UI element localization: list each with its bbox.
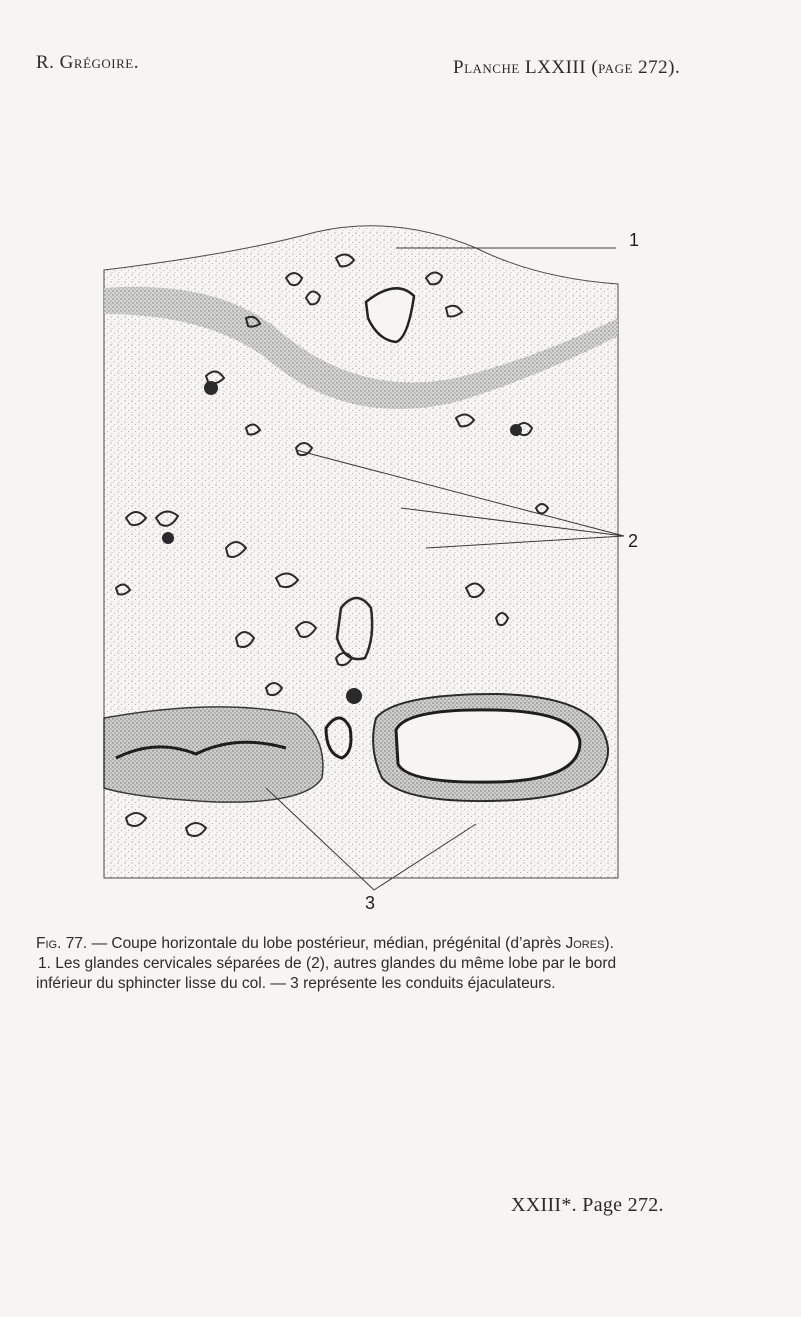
figure-label-1: 1 <box>629 230 640 250</box>
plate-header: Planche LXXIII (page 272). <box>453 57 681 78</box>
fig-prefix: Fig. 77. <box>36 935 88 952</box>
figure-label-3: 3 <box>365 893 376 913</box>
lower-left-body <box>104 707 323 802</box>
author-header: R. Grégoire. <box>36 52 139 73</box>
figure-label-2: 2 <box>628 531 639 551</box>
page-footer: XXIII*. Page 272. <box>511 1194 664 1216</box>
caption-line-2: 1. Les glandes cervicales séparées de (2), autres glandes du même lobe par le bord <box>38 955 617 972</box>
caption-line-3: inférieur du sphincter lisse du col. — 3 représente les conduits éjaculateurs. <box>36 975 556 992</box>
figure-caption: Fig. 77. — Coupe horizontale du lobe postérieur, médian, prégénital (d’après Jores). 1. Les glandes cervicales séparées de (2), autres glandes du même lobe par le bord inférieur du sphincter lisse du col. — 3 représente les conduits éjaculateurs. <box>36 934 766 994</box>
histology-illustration <box>96 218 656 920</box>
author-jores: Jores <box>565 935 605 952</box>
